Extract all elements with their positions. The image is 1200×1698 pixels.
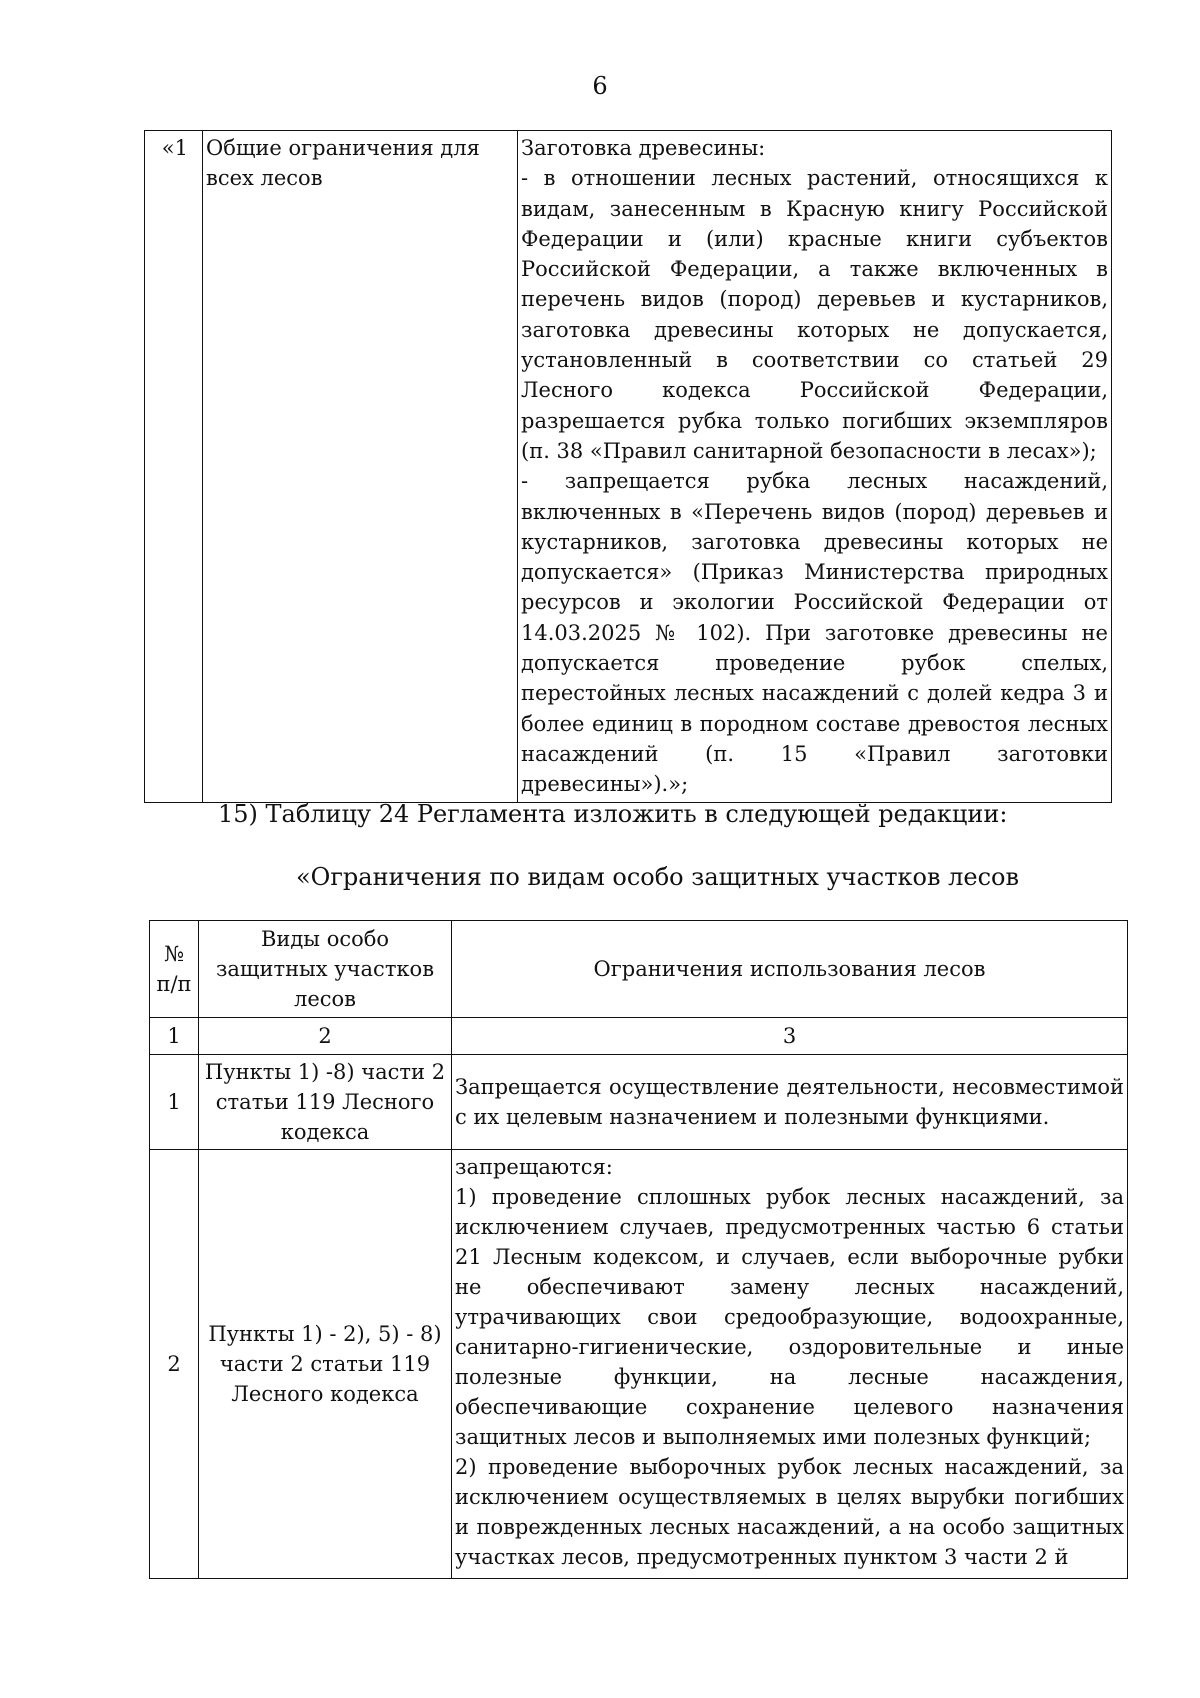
table-title: «Ограничения по видам особо защитных участков лесов bbox=[296, 863, 1019, 891]
restrictions-text bbox=[452, 1150, 1128, 1579]
header-area-type: Виды особо защитных участков лесов bbox=[199, 921, 452, 1018]
header-number: № п/п bbox=[150, 921, 199, 1018]
row-number: 1 bbox=[150, 1055, 199, 1150]
column-numbers-row bbox=[150, 1018, 1128, 1055]
content-paragraph: - в отношении лесных растений, относящихся к видам, занесенным в Красную книгу Российской Федерации и (или) красные книги субъектов Российской Федерации, а также включенных в перечень видов (пород) деревьев и кустарников, заготовка древесины которых не допускается, установленный в соответствии со статьей 29 Лесного кодекса Российской Федерации, разрешается рубка только погибших экземпляров (п. 38 «Правил санитарной безопасности в лесах»); bbox=[521, 166, 1108, 463]
restriction-paragraph: Запрещается осуществление деятельности, несовместимой с их целевым назначением и полезными функциями. bbox=[455, 1075, 1124, 1129]
table-row bbox=[150, 1150, 1128, 1579]
column-number: 3 bbox=[452, 1018, 1128, 1055]
restriction-paragraph: 2) проведение выборочных рубок лесных насаждений, за исключением осуществляемых в целях вырубки погибших и поврежденных лесных насаждений, а на особо защитных участках лесов, предусмотренных пунктом 3 части 2 й bbox=[455, 1455, 1124, 1569]
area-type: Пункты 1) - 2), 5) - 8) части 2 статьи 119 Лесного кодекса bbox=[199, 1150, 452, 1579]
content-paragraph: Заготовка древесины: bbox=[521, 136, 766, 160]
restriction-content bbox=[518, 131, 1112, 803]
protected-areas-restrictions-table bbox=[149, 920, 1128, 1579]
page-number: 6 bbox=[592, 72, 608, 100]
content-paragraph: - запрещается рубка лесных насаждений, включенных в «Перечень видов (пород) деревьев и кустарников, заготовка древесины которых не допускается» (Приказ Министерства природных ресурсов и экологии Российской Федерации от 14.03.2025 № 102). При заготовке древесины не допускается проведение рубок спелых, перестойных лесных насаждений с долей кедра 3 и более единиц в породном составе древостоя лесных насаждений (п. 15 «Правил заготовки древесины»).»; bbox=[521, 469, 1108, 797]
forest-restrictions-table-continued bbox=[144, 130, 1112, 803]
table-row bbox=[150, 1055, 1128, 1150]
column-number: 1 bbox=[150, 1018, 199, 1055]
header-restrictions: Ограничения использования лесов bbox=[452, 921, 1128, 1018]
restriction-paragraph: запрещаются: bbox=[455, 1155, 613, 1179]
restriction-paragraph: 1) проведение сплошных рубок лесных насаждений, за исключением случаев, предусмотренных частью 6 статьи 21 Лесным кодексом, и случаев, если выборочные рубки не обеспечивают замену лесных насаждений, утрачивающих свои средообразующие, водоохранные, санитарно-гигиенические, оздоровительные и иные полезные функции, на лесные насаждения, обеспечивающие сохранение целевого назначения защитных лесов и выполняемых ими полезных функций; bbox=[455, 1185, 1124, 1449]
area-type: Пункты 1) -8) части 2 статьи 119 Лесного кодекса bbox=[199, 1055, 452, 1150]
row-number: 2 bbox=[150, 1150, 199, 1579]
restrictions-text bbox=[452, 1055, 1128, 1150]
row-number: «1 bbox=[145, 131, 203, 803]
table-header-row bbox=[150, 921, 1128, 1018]
restriction-category: Общие ограничения для всех лесов bbox=[203, 131, 518, 803]
table-row bbox=[145, 131, 1112, 803]
amendment-paragraph: 15) Таблицу 24 Регламента изложить в следующей редакции: bbox=[218, 800, 1008, 828]
column-number: 2 bbox=[199, 1018, 452, 1055]
